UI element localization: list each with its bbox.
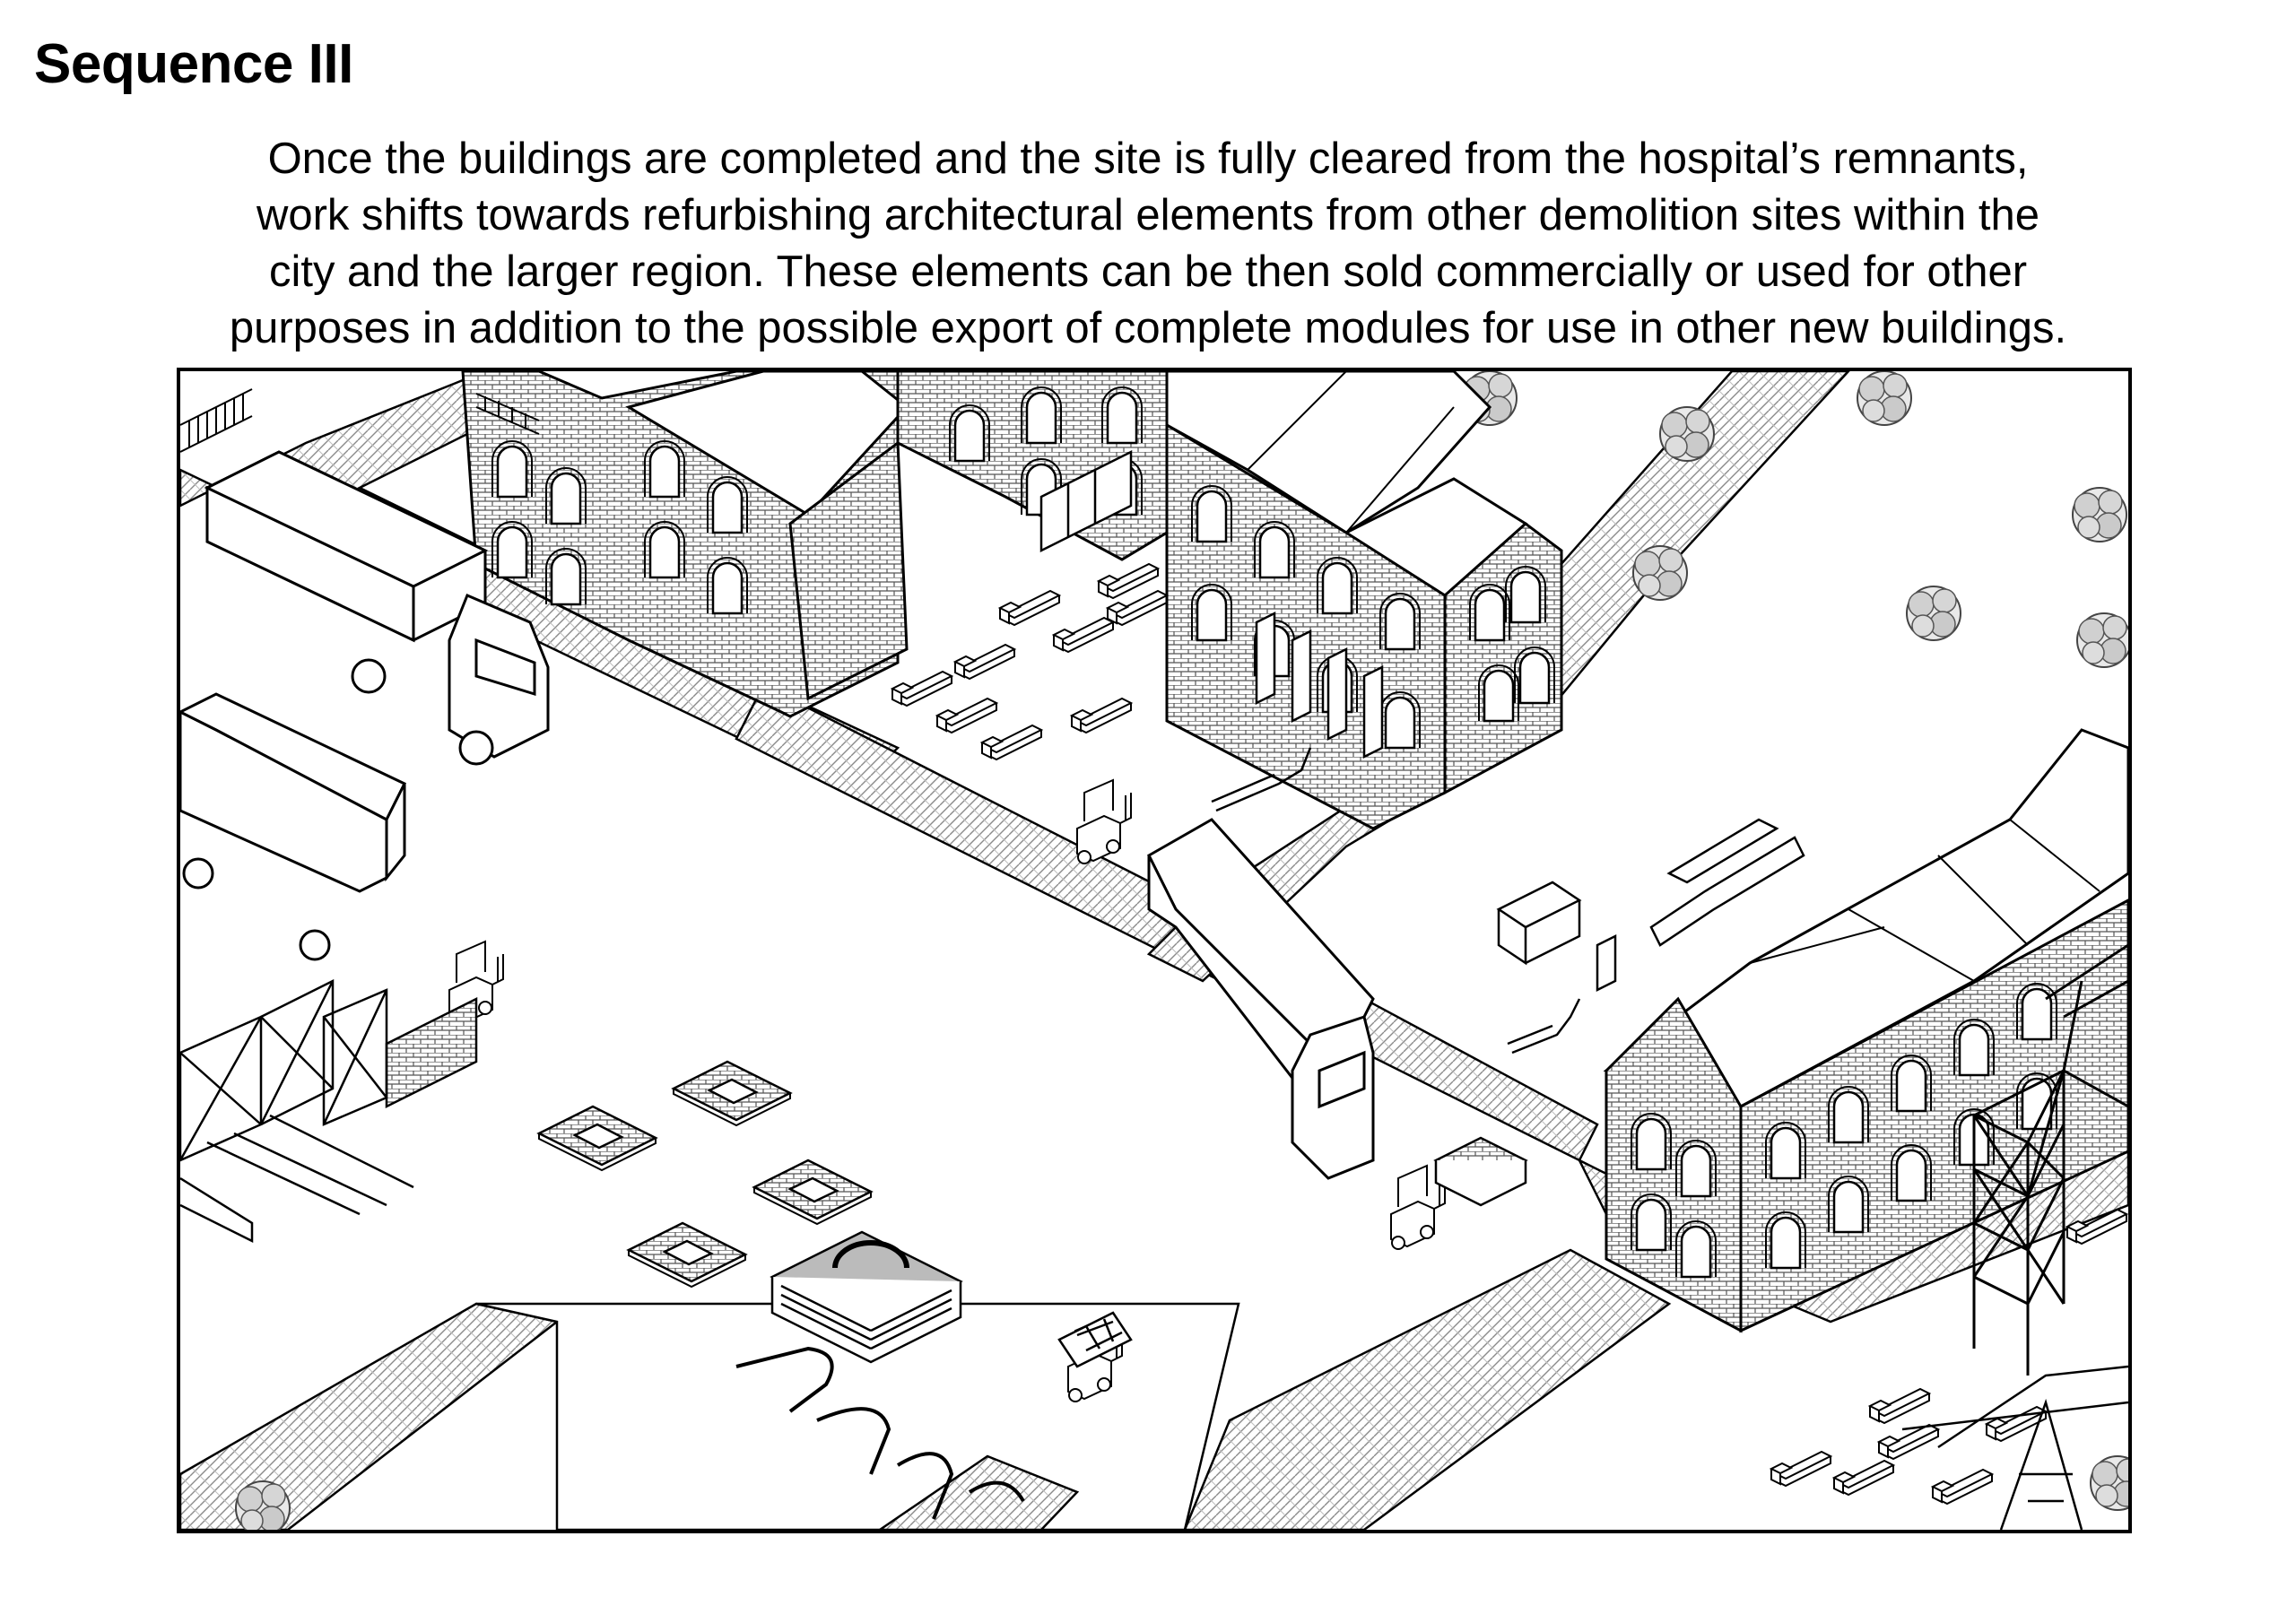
page-title: Sequence III	[34, 33, 353, 95]
description-line: Once the buildings are completed and the site is fully cleared from the hospital’s remnants,	[267, 135, 2029, 183]
site-drawing	[180, 371, 2128, 1530]
description-line: work shifts towards refurbishing architectural elements from other demolition sites within the	[256, 191, 2040, 239]
description-line: city and the larger region. These elements can be then sold commercially or used for other	[268, 247, 2028, 296]
description	[135, 131, 2161, 357]
drawing-frame	[177, 368, 2132, 1533]
description-line: purposes in addition to the possible export of complete modules for use in other new buildings.	[229, 304, 2067, 352]
